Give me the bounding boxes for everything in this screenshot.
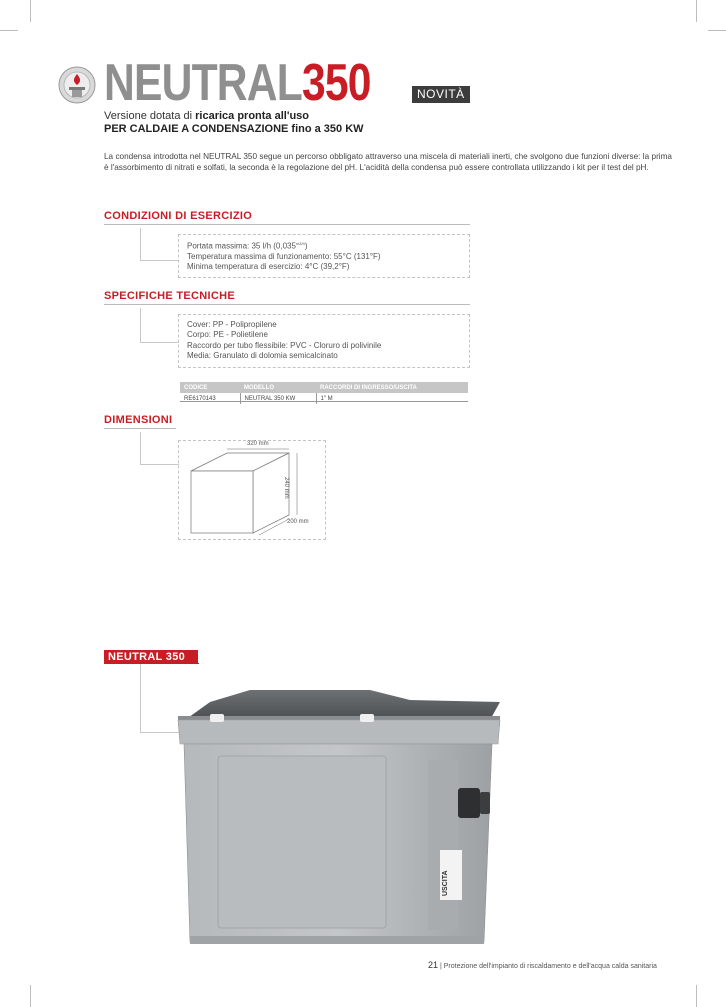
section-divider	[104, 224, 470, 225]
footer-text: Protezione dell'impianto di riscaldamento e dell'acqua calda sanitaria	[443, 963, 657, 970]
section-heading-specs: SPECIFICHE TECNICHE	[104, 290, 235, 302]
condition-max-temp: Temperatura massima di funzionamento: 55°C (131°F)	[187, 252, 381, 262]
connector-line	[140, 228, 179, 261]
table-header: MODELLO	[240, 382, 316, 393]
dimension-depth: 200 mm	[287, 519, 309, 525]
table-header-row	[180, 382, 468, 393]
table-bottom-rule	[180, 401, 468, 402]
product-title	[104, 54, 371, 112]
dimension-width: 320 mm	[247, 441, 269, 447]
table-header: CODICE	[180, 382, 240, 393]
crop-mark	[708, 30, 726, 31]
outlet-sticker-text: USCITA	[442, 870, 449, 896]
conditions-box	[178, 234, 470, 278]
section-divider	[104, 304, 470, 305]
section-heading-dimensions: DIMENSIONI	[104, 414, 173, 426]
table-cell: NEUTRAL 350 KW	[240, 393, 316, 404]
connector-line	[140, 308, 179, 343]
spec-fitting: Raccordo per tubo flessibile: PVC - Cloruro di polivinile	[187, 340, 382, 350]
table-cell: 1" M	[320, 395, 333, 402]
spec-cover: Cover: PP - Polipropilene	[187, 320, 277, 329]
title-part-number: 350	[301, 54, 371, 112]
product-image	[170, 680, 510, 950]
title-part-name: NEUTRAL	[104, 54, 302, 112]
crop-mark	[0, 30, 18, 31]
dimensions-box	[178, 440, 326, 540]
crop-mark	[696, 0, 697, 22]
table-cell: RE6170143	[180, 393, 240, 404]
product-label: NEUTRAL 350	[104, 650, 198, 664]
new-badge: NOVITÀ	[412, 86, 470, 103]
table-row	[180, 393, 468, 404]
spec-media: Media: Granulato di dolomia semicalcinato	[187, 351, 338, 361]
subtitle-highlight: ricarica pronta all'uso	[195, 110, 310, 122]
brand-logo-icon	[58, 66, 96, 104]
connector-line	[140, 432, 179, 465]
section-heading-conditions: CONDIZIONI DI ESERCIZIO	[104, 210, 253, 222]
crop-mark	[696, 985, 697, 1007]
subtitle	[104, 110, 309, 122]
specs-box	[178, 314, 470, 368]
crop-mark	[30, 0, 31, 22]
crop-mark	[30, 985, 31, 1007]
spec-body: Corpo: PE - Polietilene	[187, 330, 268, 340]
section-divider	[104, 428, 176, 429]
subtitle-prefix: Versione dotata di	[104, 110, 196, 122]
subtitle-condensing: PER CALDAIE A CONDENSAZIONE fino a 350 KW	[104, 123, 364, 135]
dimension-height: 240 mm	[283, 477, 289, 499]
intro-paragraph: La condensa introdotta nel NEUTRAL 350 segue un percorso obbligato attraverso una miscela di materiali inerti, che svolgono due funzioni diverse: la prima è l'assorbimento di nitrati e solfati, la seconda è la regolazione del pH. L'acidità della condensa può essere controllata utilizzando i kit per il test del pH.	[104, 152, 672, 173]
page-number: 21	[428, 960, 439, 970]
page-footer: 21 | Protezione dell'impianto di riscaldamento e dell'acqua calda sanitaria	[428, 960, 657, 970]
condition-min-temp: Minima temperatura di esercizio: 4°C (39,2°F)	[187, 262, 350, 272]
condition-flow: Portata massima: 35 l/h $(0,035^{m3/h})$	[187, 241, 308, 251]
table-header: RACCORDI DI INGRESSO/USCITA	[316, 382, 468, 393]
